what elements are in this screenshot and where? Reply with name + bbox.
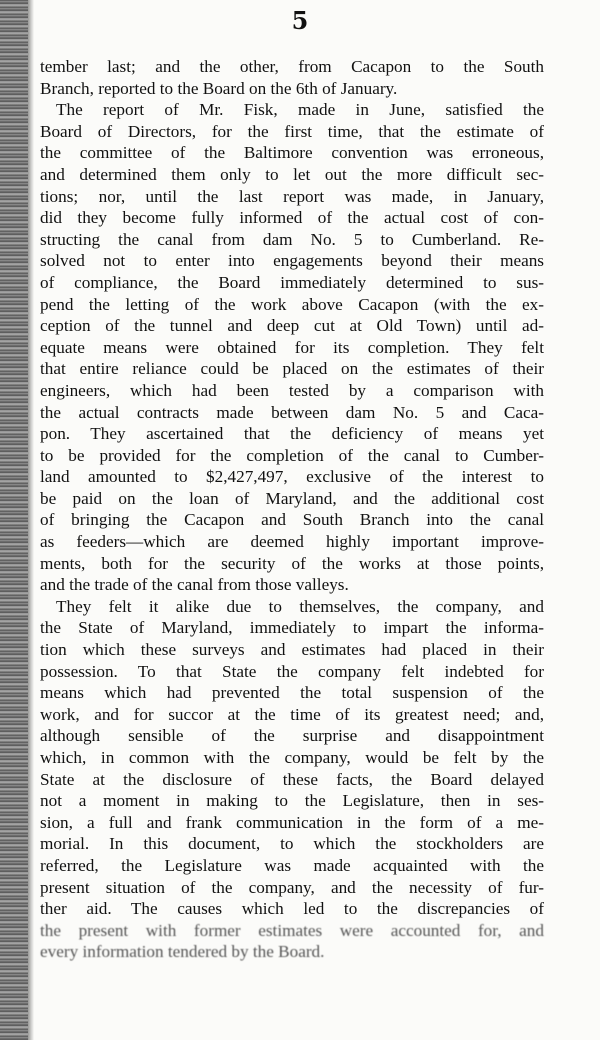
- book-binding-edge: [0, 0, 28, 1040]
- text-line: land amounted to $2,427,497, exclusive of the interest to: [40, 467, 544, 487]
- text-line: every information tendered by the Board.: [40, 942, 325, 962]
- text-line: the committee of the Baltimore convention was erroneous,: [40, 143, 544, 163]
- text-line: of bringing the Cacapon and South Branch into the canal: [40, 510, 544, 530]
- text-line: possession. To that State the company felt indebted for: [40, 661, 544, 681]
- body-text: [40, 56, 544, 963]
- text-line: They felt it alike due to themselves, the company, and: [56, 596, 544, 616]
- text-line: ments, both for the security of the works at those points,: [40, 553, 544, 573]
- text-line: the actual contracts made between dam No. 5 and Caca-: [40, 402, 544, 422]
- text-line: structing the canal from dam No. 5 to Cumberland. Re-: [40, 229, 544, 249]
- text-line: The report of Mr. Fisk, made in June, satisfied the: [56, 100, 544, 120]
- text-line: means which had prevented the total suspension of the: [40, 683, 544, 703]
- text-line: engineers, which had been tested by a comparison with: [40, 380, 544, 400]
- text-line: State at the disclosure of these facts, the Board delayed: [40, 769, 544, 789]
- text-line: morial. In this document, to which the stockholders are: [40, 834, 544, 854]
- text-line: ther aid. The causes which led to the discrepancies of: [40, 899, 544, 919]
- text-line: pend the letting of the work above Cacapon (with the ex-: [40, 294, 544, 314]
- text-line: ception of the tunnel and deep cut at Old Town) until ad-: [40, 316, 544, 336]
- text-line: which, in common with the company, would be felt by the: [40, 748, 544, 767]
- text-line: that entire reliance could be placed on the estimates of their: [40, 359, 544, 379]
- text-line: tember last; and the other, from Cacapon to the South: [40, 57, 544, 76]
- text-line: to be provided for the completion of the canal to Cumber-: [40, 445, 544, 465]
- text-line: present situation of the company, and the necessity of fur-: [40, 877, 544, 897]
- text-line: not a moment in making to the Legislature, then in ses-: [40, 791, 544, 811]
- text-line: sion, a full and frank communication in the form of a me-: [40, 812, 544, 832]
- text-line: although sensible of the surprise and disappointment: [40, 726, 544, 746]
- text-line: and determined them only to let out the more difficult sec-: [40, 164, 544, 184]
- text-line: the State of Maryland, immediately to impart the informa-: [40, 618, 544, 638]
- text-line: referred, the Legislature was made acquainted with the: [40, 855, 544, 875]
- text-line: Board of Directors, for the first time, that the estimate of: [40, 121, 544, 141]
- text-line: equate means were obtained for its completion. They felt: [40, 337, 544, 357]
- text-line: did they become fully informed of the actual cost of con-: [40, 208, 544, 228]
- text-line: tions; nor, until the last report was made, in January,: [40, 186, 544, 206]
- text-line: be paid on the loan of Maryland, and the additional cost: [40, 488, 544, 508]
- text-line: pon. They ascertained that the deficiency of means yet: [40, 424, 544, 444]
- text-line: as feeders—which are deemed highly important improve-: [40, 532, 544, 552]
- text-line: solved not to enter into engagements beyond their means: [40, 251, 544, 271]
- text-line: Branch, reported to the Board on the 6th of January.: [40, 78, 398, 98]
- text-line: the present with former estimates were accounted for, and: [40, 920, 544, 940]
- text-line: of compliance, the Board immediately determined to sus-: [40, 272, 544, 292]
- text-line: and the trade of the canal from those valleys.: [40, 575, 349, 595]
- page-number: 5: [291, 6, 309, 35]
- text-line: tion which these surveys and estimates had placed in their: [40, 640, 544, 660]
- text-line: work, and for succor at the time of its greatest need; and,: [40, 704, 544, 724]
